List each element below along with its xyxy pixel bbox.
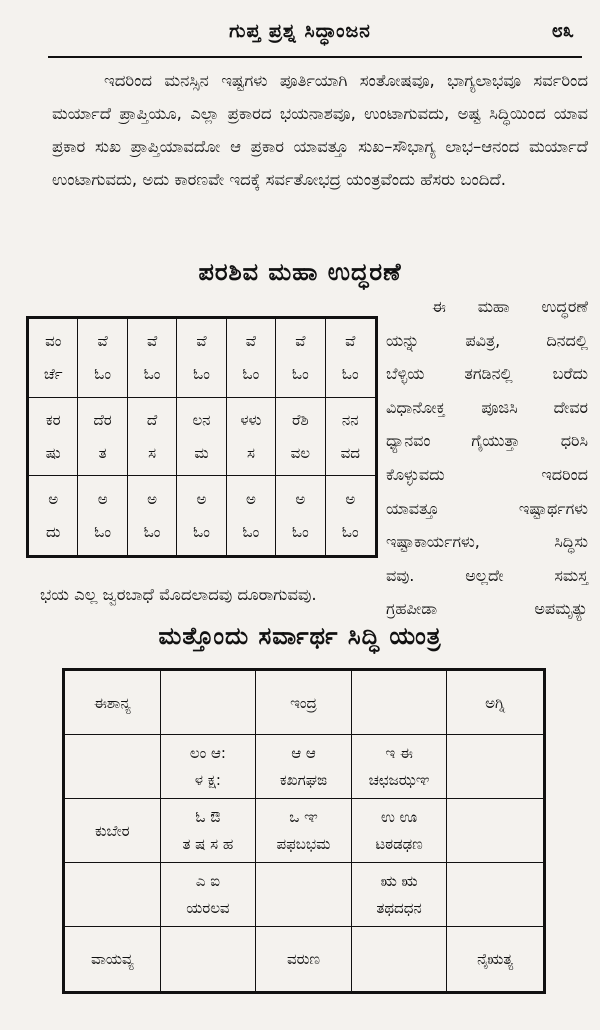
description-word: ಇಷ್ಟಾರ್ಥಗಳು [518,498,588,518]
parashiva-grid-cell-text: ದೆ [146,411,158,430]
sarvartha-grid-cell-text: ಲಂ ಆ: [189,743,226,762]
description-word: ಪೂಜಿಸಿ [481,397,518,417]
header-rule [48,56,582,58]
sarvartha-grid-cell [256,863,352,927]
description-line [386,357,588,391]
description-line [386,290,588,324]
sarvartha-grid-cell [161,735,257,799]
parashiva-grid-cell [29,398,78,477]
parashiva-grid-cell-text: ಓಂ [143,523,161,542]
parashiva-grid-cell-text: ಳಳು [240,411,262,430]
sarvartha-grid-cell [65,671,161,735]
description-word: ಬರೆದು [552,364,588,384]
sarvartha-grid-cell-text: ವರುಣ [287,950,320,968]
description-word: ಸಮಸ್ತ [554,565,588,585]
description-word: ಮಹಾ [477,297,510,316]
parashiva-grid-cell-text: ರ್ಚೆ [43,365,63,384]
sarvartha-grid-cell-text: ವಾಯವ್ಯ [90,950,134,968]
parashiva-grid-cell [276,398,325,477]
parashiva-grid-cell-text: ರೆಶಿ [291,411,309,430]
sarvartha-grid-cell [447,799,543,863]
sarvartha-grid-cell [65,735,161,799]
sarvartha-grid-cell [447,735,543,799]
parashiva-grid-cell [326,319,375,398]
parashiva-grid-cell [326,398,375,477]
parashiva-grid-cell [177,319,226,398]
sarvartha-grid-cell [256,671,352,735]
description-word: ಯನ್ನು [386,330,420,350]
description-word: ವವು. [386,565,415,585]
description-line [386,324,588,358]
parashiva-grid-cell-text: ಲನ [192,411,211,430]
parashiva-grid-cell-text: ದು [45,523,61,542]
parashiva-grid-cell-text: ಅ [245,489,256,508]
parashiva-grid-cell [177,476,226,555]
parashiva-grid-cell [29,476,78,555]
sarvartha-grid-cell [161,927,257,991]
parashiva-grid-cell-text: ಓಂ [143,365,161,384]
description-word: ಈ [432,297,446,316]
sarvartha-grid-cell [352,927,448,991]
description-word: ಬೆಳ್ಳಿಯ [386,364,425,384]
description-line [386,559,588,593]
description-line [386,391,588,425]
parashiva-grid-cell [227,398,276,477]
parashiva-grid-cell-text: ಸ [246,443,255,462]
description-word: ದೇವರ [553,397,588,417]
parashiva-grid-cell [78,476,127,555]
sarvartha-grid-cell [447,671,543,735]
description-word: ಧರಿಸಿ [560,431,588,451]
description-line [386,525,588,559]
description-word: ಪವಿತ್ರ, [465,330,501,350]
parashiva-grid-cell [276,319,325,398]
description-word: ಸಿದ್ಧಿಸು [554,532,588,552]
sarvartha-grid-cell [256,799,352,863]
parashiva-grid-cell-text: ವೆ [146,332,158,351]
sarvartha-grid-cell-text: ಎ ಐ [195,871,220,890]
sarvartha-grid-cell-text: ಇ ಈ [385,743,413,762]
description-word: ದಿನದಲ್ಲಿ [546,330,588,350]
intro-paragraph: ಇದರಿಂದ ಮನಸ್ಸಿನ ಇಷ್ಟಗಳು ಪೂರ್ತಿಯಾಗಿ ಸಂತೋಷವೂ, ಭಾಗ್ಯಲಾಭವೂ ಸರ್ವರಿಂದ ಮರ್ಯಾದೆ ಪ್ರಾಪ್ತಿಯೂ, ಎಲ್ಲಾ ಪ್ರಕಾರದ ಭಯನಾಶವೂ, ಉಂಟಾಗುವದು, ಅಷ್ಟ ಸಿದ್ಧಿಯಿಂದ ಯಾವ ಪ್ರಕಾರ ಸುಖ ಪ್ರಾಪ್ತಿಯಾವದೋ ಆ ಪ್ರಕಾರ ಯಾವತ್ತೂ ಸುಖ–ಸೌಭಾಗ್ಯ ಲಾಭ–ಆನಂದ ಮರ್ಯಾದೆ ಉಂಟಾಗುವದು, ಅದು ಕಾರಣವೇ ಇದಕ್ಕೆ ಸರ್ವತೋಭದ್ರ ಯಂತ್ರವೆಂದು ಹೆಸರು ಬಂದಿದೆ. [52,71,588,189]
section-heading-parashiva: ಪರಶಿವ ಮಹಾ ಉದ್ಧರಣೆ [198,258,402,286]
parashiva-grid-cell [128,398,177,477]
description-word: ಯಾವತ್ತೂ [386,498,440,518]
sarvartha-grid-cell [352,671,448,735]
parashiva-grid-cell-text: ವದ [340,443,360,462]
parashiva-grid-cell [128,319,177,398]
description-line [386,424,588,458]
sarvartha-grid-cell [447,927,543,991]
sarvartha-grid-cell-text: ತ ಷ ಸ ಹ [182,835,234,854]
parashiva-grid-cell [78,398,127,477]
parashiva-grid-cell-text: ಅ [97,489,108,508]
parashiva-grid-cell-text: ವೆ [295,332,306,351]
parashiva-grid-cell-text: ಅ [147,489,157,508]
parashiva-grid-cell-text: ಅ [196,489,207,508]
sarvartha-grid-cell-text: ಉ ಊ [380,807,418,826]
parashiva-grid-cell-text: ಓಂ [193,523,210,542]
parashiva-grid-cell-text: ವೆ [245,332,257,351]
parashiva-grid-cell-text: ಓಂ [291,365,309,384]
description-word: ಕೊಳ್ಳುವದು [386,464,445,484]
parashiva-grid-cell-text: ಕರ [45,411,61,430]
sarvartha-grid-cell [447,863,543,927]
sarvartha-grid-cell-text: ಆ ಆ [291,743,316,762]
parashiva-grid-cell-text: ನನ [341,411,359,430]
sarvartha-grid-cell [161,799,257,863]
sarvartha-grid-cell-text: ತಥದಧನ [376,899,422,918]
parashiva-grid-cell-text: ಓಂ [193,365,210,384]
sarvartha-grid-cell [65,927,161,991]
description-word: ಇದರಿಂದ [541,464,588,484]
description-word: ಅಲ್ಲದೇ [465,565,504,585]
parashiva-grid-cell-text: ಅ [295,489,306,508]
description-word: ಅಪಮೃತ್ಯು [534,599,588,619]
sarvartha-grid-cell [352,863,448,927]
parashiva-grid-cell-text: ತ [98,443,107,462]
parashiva-grid-cell-text: ವೆ [196,332,207,351]
parashiva-grid-cell-text: ವಂ [45,332,62,351]
header-title: ಗುಪ್ತ ಪ್ರಶ್ನ ಸಿದ್ಧಾಂಜನ [229,20,371,42]
sarvartha-yantra-grid [62,668,546,994]
parashiva-grid-cell-text: ಅ [48,489,59,508]
sarvartha-grid-cell [256,735,352,799]
parashiva-grid-cell-text: ಓಂ [291,523,309,542]
sarvartha-grid-cell-text: ಪಫಬಭಮ [276,835,331,854]
parashiva-grid-cell-text: ಓಂ [242,365,260,384]
sarvartha-grid-cell [65,863,161,927]
parashiva-description-tail: ಭಯ ಎಲ್ಲ ಜ್ವರಬಾಧೆ ಮೊದಲಾದವು ದೂರಾಗುವವು. [40,585,317,604]
sarvartha-grid-cell-text: ಋ ಋ [380,871,418,890]
parashiva-grid-cell [227,476,276,555]
sarvartha-grid-cell-text: ಚಛಜಝಞ [368,771,430,790]
parashiva-grid-cell [78,319,127,398]
parashiva-grid-cell [227,319,276,398]
page-number: ೮೩ [551,18,574,42]
description-line [386,592,588,626]
sarvartha-grid-cell [352,735,448,799]
sarvartha-grid-cell-text: ಯರಲವ [186,899,230,918]
sarvartha-grid-cell-text: ಳ ಕ್ಷ: [194,771,221,790]
description-line [386,492,588,526]
running-header [0,0,600,60]
description-word: ತಗಡಿನಲ್ಲಿ [464,364,513,384]
parashiva-description [386,290,588,626]
sarvartha-grid-cell-text: ಕಖಗಘಙ [279,771,328,790]
parashiva-grid-cell [128,476,177,555]
parashiva-grid-cell-text: ಓಂ [242,523,260,542]
parashiva-grid-cell-text: ಓಂ [94,523,111,542]
sarvartha-grid-cell [65,799,161,863]
parashiva-grid-cell [326,476,375,555]
parashiva-grid-cell [177,398,226,477]
description-line [386,458,588,492]
description-word: ಇಷ್ಟಾಕಾರ್ಯಗಳು, [386,532,480,552]
sarvartha-grid-cell-text: ನೈಋತ್ಯ [477,950,514,968]
parashiva-grid-cell [276,476,325,555]
parashiva-yantra-grid [26,316,378,558]
parashiva-grid-cell-text: ಸ [148,443,157,462]
sarvartha-grid-cell [161,671,257,735]
sarvartha-grid-cell [161,863,257,927]
sarvartha-grid-cell-text: ಈಶಾನ್ಯ [93,693,131,712]
description-word: ಉದ್ಧರಣೆ [541,297,588,316]
sarvartha-grid-cell [352,799,448,863]
sarvartha-grid-cell-text: ಓ ಔ [195,807,221,826]
section-heading-sarvartha: ಮತ್ತೊಂದು ಸರ್ವಾರ್ಥ ಸಿದ್ಧಿ ಯಂತ್ರ [158,622,442,650]
sarvartha-grid-cell-text: ಟಠಡಢಣ [375,835,423,854]
parashiva-grid-cell-text: ಓಂ [341,523,359,542]
description-word: ಗೈಯುತ್ತಾ [471,431,520,451]
sarvartha-grid-cell-text: ಒ ಞ [289,807,318,826]
sarvartha-grid-cell-text: ಅಗ್ನಿ [485,693,506,712]
description-word: ಧ್ಯಾನವಂ [386,431,431,451]
parashiva-grid-cell-text: ಓಂ [94,365,111,384]
parashiva-grid-cell-text: ದೆರ [93,411,112,430]
description-word: ಗ್ರಹಪೀಡಾ [386,599,438,619]
sarvartha-grid-cell-text: ಕುಬೇರ [94,821,130,840]
parashiva-grid-cell-text: ವಲ [290,443,311,462]
parashiva-grid-cell-text: ಮ [194,443,209,462]
parashiva-grid-cell-text: ಅ [345,489,356,508]
parashiva-grid-cell-text: ವೆ [97,332,108,351]
parashiva-grid-cell-text: ಷು [45,443,61,462]
sarvartha-grid-cell-text: ಇಂದ್ರ [290,693,317,712]
description-word: ವಿಧಾನೋಕ್ತ [386,397,446,417]
parashiva-grid-cell [29,319,78,398]
parashiva-grid-cell-text: ಓಂ [341,365,359,384]
parashiva-grid-cell-text: ವೆ [345,332,356,351]
sarvartha-grid-cell [256,927,352,991]
